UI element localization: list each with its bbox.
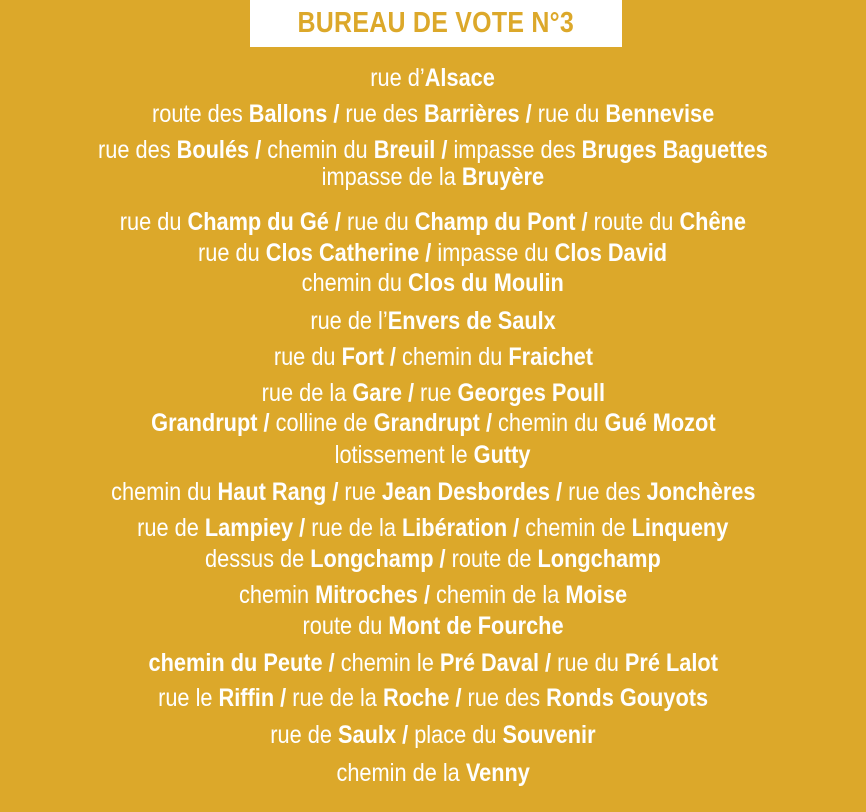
street-name: Breuil [373,136,436,164]
street-name: Boulés [176,136,250,164]
street-name: Envers de Saulx [387,307,556,335]
street-name: Haut Rang [217,478,326,506]
street-type: chemin du [301,269,409,297]
page-title: BUREAU DE VOTE N°3 [297,7,575,39]
street-name: Gare [352,379,402,407]
street-line-text [151,405,715,441]
header-banner [250,0,622,47]
street-name: Champ du Pont [414,208,576,236]
street-line-text [111,474,755,510]
street-line-text [335,437,531,473]
street-type: chemin de la [336,759,466,787]
street-line [0,437,866,473]
street-name: Pré Lalot [624,649,718,677]
street-name: Roche [382,684,450,712]
street-name: Longchamp [537,545,661,573]
street-name: Pré Daval [439,649,539,677]
street-type: chemin du [497,409,605,437]
street-type: rue du [537,100,606,128]
street-type: rue du [198,239,267,267]
street-name: Bruges Baguettes [581,136,768,164]
street-type: chemin le [340,649,440,677]
street-type: route de [451,545,538,573]
street-name: / [325,478,345,506]
street-name: / [575,208,594,236]
street-line [0,60,866,96]
street-type: rue de la [311,514,403,542]
street-type: route du [593,208,680,236]
street-line [0,405,866,441]
street-type: rue de [137,514,206,542]
street-line [0,96,866,132]
street-type: lotissement le [335,441,475,469]
street-line [0,541,866,577]
street-name: / [274,684,293,712]
street-type: impasse du [437,239,556,267]
street-type: rue le [158,684,219,712]
street-type: chemin du [110,478,218,506]
street-name: Mont de Fourche [388,612,564,640]
street-name: Longchamp [310,545,434,573]
street-name: / [449,684,468,712]
street-type: rue du [347,208,415,236]
street-line [0,303,866,339]
street-line-text [270,717,595,753]
street-name: / [479,409,498,437]
street-type: route du [302,612,389,640]
street-name: Chêne [679,208,747,236]
street-name: / [257,409,276,437]
street-type: rue des [467,684,547,712]
street-name: Moise [565,581,628,609]
street-name: / [329,208,348,236]
street-line-text [152,96,714,132]
street-type: dessus de [205,545,311,573]
street-type: rue des [345,100,424,128]
street-name: Clos du Moulin [408,269,565,297]
street-type: rue du [273,343,342,371]
street-name: Grandrupt [373,409,480,437]
street-name: Gutty [474,441,531,469]
street-name: / [383,343,402,371]
street-name: Grandrupt [150,409,258,437]
street-type: rue de l’ [310,307,388,335]
street-name: / [293,514,312,542]
street-line-text [302,265,564,301]
street-name: Fort [341,343,384,371]
street-line [0,159,866,195]
street-line [0,755,866,791]
street-name: Bruyère [462,163,545,191]
street-name: Ballons [248,100,328,128]
street-line-text [205,541,661,577]
street-type: chemin de la [436,581,566,609]
street-line-text [158,680,708,716]
street-type: impasse des [453,136,582,164]
street-line-text [148,645,717,681]
street-type: chemin [238,581,316,609]
street-name: Lampiey [205,514,294,542]
street-name: / [396,721,415,749]
street-name: / [519,100,538,128]
street-name: Libération [402,514,508,542]
street-type: chemin du [267,136,374,164]
street-name: / [322,649,341,677]
street-type: rue de [270,721,339,749]
street-type: chemin du [401,343,508,371]
street-name: / [435,136,454,164]
street-line [0,339,866,375]
street-type: place du [414,721,503,749]
street-name: Gué Mozot [604,409,716,437]
street-name: Mitroches [315,581,418,609]
street-name: / [249,136,268,164]
street-line [0,474,866,510]
street-type: impasse de la [321,163,463,191]
street-type: rue du [119,208,188,236]
street-name: / [507,514,526,542]
street-line-text [336,755,529,791]
street-name: Jonchères [646,478,756,506]
street-line-text [322,159,544,195]
street-name: / [327,100,346,128]
street-type: rue du [556,649,625,677]
street-line-text [371,60,496,96]
street-line-text [273,339,592,375]
street-type: rue des [567,478,647,506]
street-name: Fraichet [507,343,593,371]
street-name: Linqueny [631,514,729,542]
street-name: Riffin [218,684,275,712]
street-name: / [433,545,452,573]
street-name: Ronds Gouyots [546,684,708,712]
street-type: rue [344,478,382,506]
street-name: Souvenir [502,721,596,749]
street-name: Saulx [338,721,397,749]
street-name: Bennevise [605,100,715,128]
street-name: Venny [465,759,530,787]
street-name: / [417,581,437,609]
street-name: Champ du Gé [187,208,330,236]
street-type: rue [419,379,458,407]
street-name: / [549,478,568,506]
street-line [0,717,866,753]
street-name: Georges Poull [457,379,605,407]
street-type: rue de la [261,379,353,407]
street-line [0,265,866,301]
street-name: / [401,379,420,407]
street-line [0,645,866,681]
street-name: Alsace [425,64,496,92]
street-type: rue des [98,136,177,164]
street-type: route des [151,100,249,128]
street-type: colline de [275,409,374,437]
street-line-text [302,608,563,644]
street-name: Clos David [555,239,668,267]
street-line [0,680,866,716]
street-type: rue de la [292,684,383,712]
street-name: chemin du Peute [148,649,323,677]
street-name: / [419,239,438,267]
street-name: Jean Desbordes [381,478,550,506]
street-type: chemin de [525,514,632,542]
street-name: Clos Catherine [266,239,420,267]
street-name: / [538,649,557,677]
street-line [0,608,866,644]
street-line-text [310,303,555,339]
street-name: Barrières [423,100,520,128]
street-type: rue d’ [370,64,426,92]
